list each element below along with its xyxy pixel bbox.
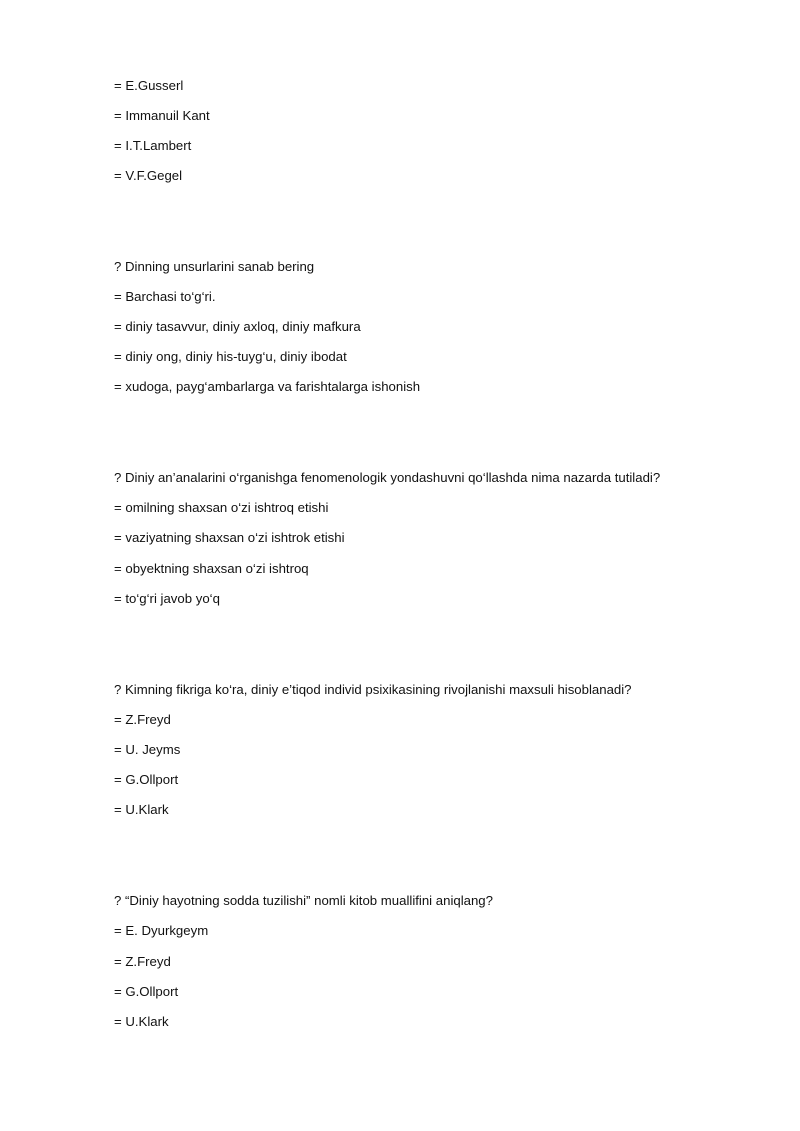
- answer-line: = Immanuil Kant: [114, 108, 210, 123]
- answer-line: = G.Ollport: [114, 772, 179, 787]
- question-line: ? “Diniy hayotning sodda tuzilishi” nomli kitob muallifini aniqlang?: [114, 893, 493, 908]
- answer-line: = E.Gusserl: [114, 78, 184, 93]
- answer-line: = U.Klark: [114, 802, 169, 817]
- answer-line: = I.T.Lambert: [114, 138, 192, 153]
- question-line: ? Dinning unsurlarini sanab bering: [114, 259, 315, 274]
- answer-line: = to‘g‘ri javob yo‘q: [114, 591, 220, 606]
- answer-line: = U.Klark: [114, 1014, 169, 1029]
- answer-line: = diniy ong, diniy his-tuyg‘u, diniy ibodat: [114, 349, 347, 364]
- answer-line: = xudoga, payg‘ambarlarga va farishtalarga ishonish: [114, 379, 421, 394]
- answer-line: = Z.Freyd: [114, 954, 171, 969]
- answer-line: = G.Ollport: [114, 984, 179, 999]
- answer-line: = diniy tasavvur, diniy axloq, diniy mafkura: [114, 319, 361, 334]
- answer-line: = V.F.Gegel: [114, 168, 183, 183]
- answer-line: = obyektning shaxsan o‘zi ishtroq: [114, 561, 309, 576]
- question-line: ? Diniy an’analarini o‘rganishga fenomenologik yondashuvni qo‘llashda nima nazarda tutiladi?: [114, 470, 661, 485]
- answer-line: = E. Dyurkgeym: [114, 923, 209, 938]
- answer-line: = omilning shaxsan o‘zi ishtroq etishi: [114, 500, 329, 515]
- question-line: ? Kimning fikriga ko‘ra, diniy e’tiqod individ psixikasining rivojlanishi maxsuli hisoblanadi?: [114, 682, 632, 697]
- answer-line: = U. Jeyms: [114, 742, 181, 757]
- answer-line: = Barchasi to‘g‘ri.: [114, 289, 216, 304]
- answer-line: = Z.Freyd: [114, 712, 171, 727]
- answer-line: = vaziyatning shaxsan o‘zi ishtrok etishi: [114, 530, 345, 545]
